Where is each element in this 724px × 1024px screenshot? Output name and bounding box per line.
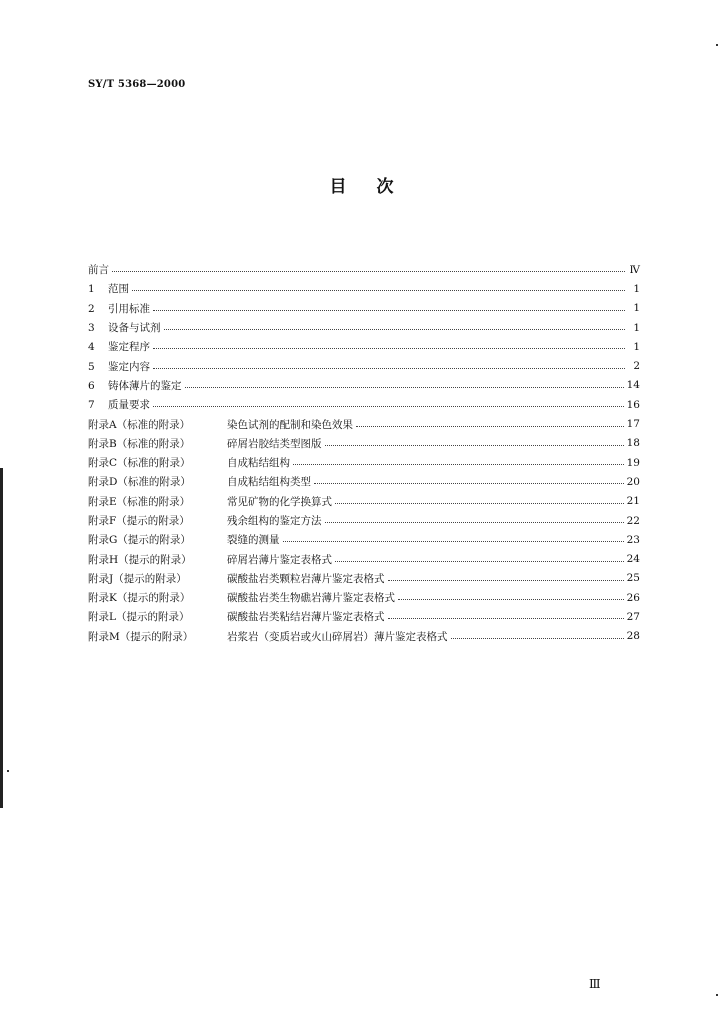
toc-entry-number: 3 [88,322,95,335]
toc-leader-dots [314,483,624,484]
toc-page-number: 2 [633,360,640,373]
standard-code: SY/T 5368—2000 [88,79,186,90]
scan-speck [7,770,9,772]
toc-entry-label-group [88,262,109,277]
table-of-contents [88,260,640,646]
toc-page-number: 22 [626,514,640,527]
toc-entry-label-group [88,494,332,509]
toc-leader-dots [388,580,624,581]
toc-leader-dots [356,426,624,427]
toc-annex-code: 附录E（标准的附录） [88,495,191,508]
toc-leader-dots [325,522,624,523]
toc-annex-code: 附录C（标准的附录） [88,457,191,470]
toc-entry-label-group [88,320,161,335]
toc-entry-label-group [88,609,385,624]
toc-annex-title: 碳酸盐岩类生物礁岩薄片鉴定表格式 [227,592,395,605]
toc-page-number: 19 [626,456,640,469]
toc-annex-title: 常见矿物的化学换算式 [227,495,332,508]
toc-page-number: 1 [633,302,640,315]
toc-leader-dots [153,368,625,369]
toc-annex-code: 附录D（标准的附录） [88,476,191,489]
toc-leader-dots [153,348,625,349]
toc-annex-title: 碳酸盐岩类颗粒岩薄片鉴定表格式 [227,572,385,585]
toc-annex-entry [88,569,640,588]
toc-entry [88,279,640,298]
scan-speck [716,44,718,46]
toc-annex-entry [88,530,640,549]
toc-entry-label-group [88,339,150,354]
toc-leader-dots [388,618,624,619]
toc-annex-entry [88,588,640,607]
toc-entry-label-group [88,436,322,451]
toc-page-number: 26 [626,591,640,604]
toc-page-number: 28 [626,630,640,643]
toc-page-number: 18 [626,437,640,450]
toc-leader-dots [398,599,624,600]
page-number: Ⅲ [589,977,601,991]
toc-annex-code: 附录A（标准的附录） [88,418,191,431]
toc-entry-title: 引用标准 [108,302,150,315]
page-title: 目 次 [329,177,395,197]
toc-leader-dots [164,329,626,330]
toc-annex-entry [88,607,640,626]
toc-annex-title: 裂缝的测量 [227,534,280,547]
toc-entry-label-group [88,532,280,547]
toc-entry-label-group [88,281,129,296]
toc-page-number: 25 [626,572,640,585]
toc-entry-label-group [88,455,290,470]
toc-entry-label-group [88,590,395,605]
toc-entry-label-group [88,417,353,432]
toc-page-number: Ⅳ [629,263,640,276]
toc-page-number: 27 [626,610,640,623]
toc-entry-title: 设备与试剂 [108,322,161,335]
toc-entry-label-group [88,378,182,393]
toc-entry-title: 前言 [88,264,109,277]
toc-entry [88,337,640,356]
toc-page-number: 16 [626,398,640,411]
toc-entry-label-group [88,552,332,567]
toc-annex-code: 附录M（提示的附录） [88,630,194,643]
toc-annex-title: 自成粘结组构类型 [227,476,311,489]
toc-entry-number: 1 [88,283,95,296]
toc-entry-number: 2 [88,302,95,315]
toc-annex-entry [88,434,640,453]
toc-annex-title: 岩浆岩（变质岩或火山碎屑岩）薄片鉴定表格式 [227,630,448,643]
toc-entry-label-group [88,513,322,528]
toc-annex-code: 附录L（提示的附录） [88,611,190,624]
toc-entry-label-group [88,359,150,374]
toc-annex-title: 碳酸盐岩类粘结岩薄片鉴定表格式 [227,611,385,624]
toc-entry-title: 范围 [108,283,129,296]
toc-entry-title: 质量要求 [108,399,150,412]
toc-entry-number: 4 [88,341,95,354]
toc-annex-title: 自成粘结组构 [227,457,290,470]
toc-entry-title: 铸体薄片的鉴定 [108,379,182,392]
toc-entry-number: 5 [88,360,95,373]
toc-page-number: 1 [633,321,640,334]
toc-page-number: 1 [633,282,640,295]
toc-annex-entry [88,414,640,433]
toc-annex-entry [88,472,640,491]
toc-annex-code: 附录G（提示的附录） [88,534,191,547]
toc-page-number: 20 [626,475,640,488]
toc-entry-number: 6 [88,379,95,392]
toc-leader-dots [112,271,625,272]
toc-annex-code: 附录H（提示的附录） [88,553,192,566]
toc-leader-dots [283,541,624,542]
toc-entry-title: 鉴定内容 [108,360,150,373]
toc-page-number: 21 [626,495,640,508]
toc-leader-dots [325,445,624,446]
toc-entry-label-group [88,629,448,644]
toc-leader-dots [153,406,624,407]
toc-entry [88,395,640,414]
toc-leader-dots [335,503,624,504]
toc-page-number: 17 [626,418,640,431]
toc-annex-code: 附录F（提示的附录） [88,515,190,527]
toc-annex-entry [88,627,640,646]
toc-page-number: 1 [633,340,640,353]
toc-annex-title: 残余组构的鉴定方法 [227,515,322,527]
toc-entry-label-group [88,301,150,316]
toc-annex-code: 附录B（标准的附录） [88,437,191,450]
toc-annex-title: 碎屑岩薄片鉴定表格式 [227,553,332,566]
toc-entry [88,299,640,318]
toc-page-number: 24 [626,553,640,566]
toc-annex-entry [88,549,640,568]
scan-speck [716,994,718,996]
scan-edge-shadow [0,468,3,808]
toc-entry [88,356,640,375]
toc-page-number: 23 [626,533,640,546]
toc-annex-entry [88,492,640,511]
toc-annex-entry [88,453,640,472]
toc-annex-code: 附录J（提示的附录） [88,572,187,585]
toc-leader-dots [335,561,624,562]
toc-annex-entry [88,511,640,530]
toc-entry-label-group [88,474,311,489]
toc-entry [88,318,640,337]
toc-page-number: 14 [626,379,640,392]
toc-annex-title: 染色试剂的配制和染色效果 [227,418,353,431]
toc-annex-title: 碎屑岩胶结类型图版 [227,437,322,450]
toc-leader-dots [153,310,625,311]
toc-annex-code: 附录K（提示的附录） [88,592,191,605]
toc-leader-dots [293,464,624,465]
toc-leader-dots [132,290,625,291]
toc-leader-dots [451,638,624,639]
toc-entry-label-group [88,571,385,586]
toc-entry [88,260,640,279]
toc-entry-label-group [88,397,150,412]
toc-leader-dots [185,387,624,388]
toc-entry-title: 鉴定程序 [108,341,150,354]
toc-entry [88,376,640,395]
toc-entry-number: 7 [88,399,95,412]
